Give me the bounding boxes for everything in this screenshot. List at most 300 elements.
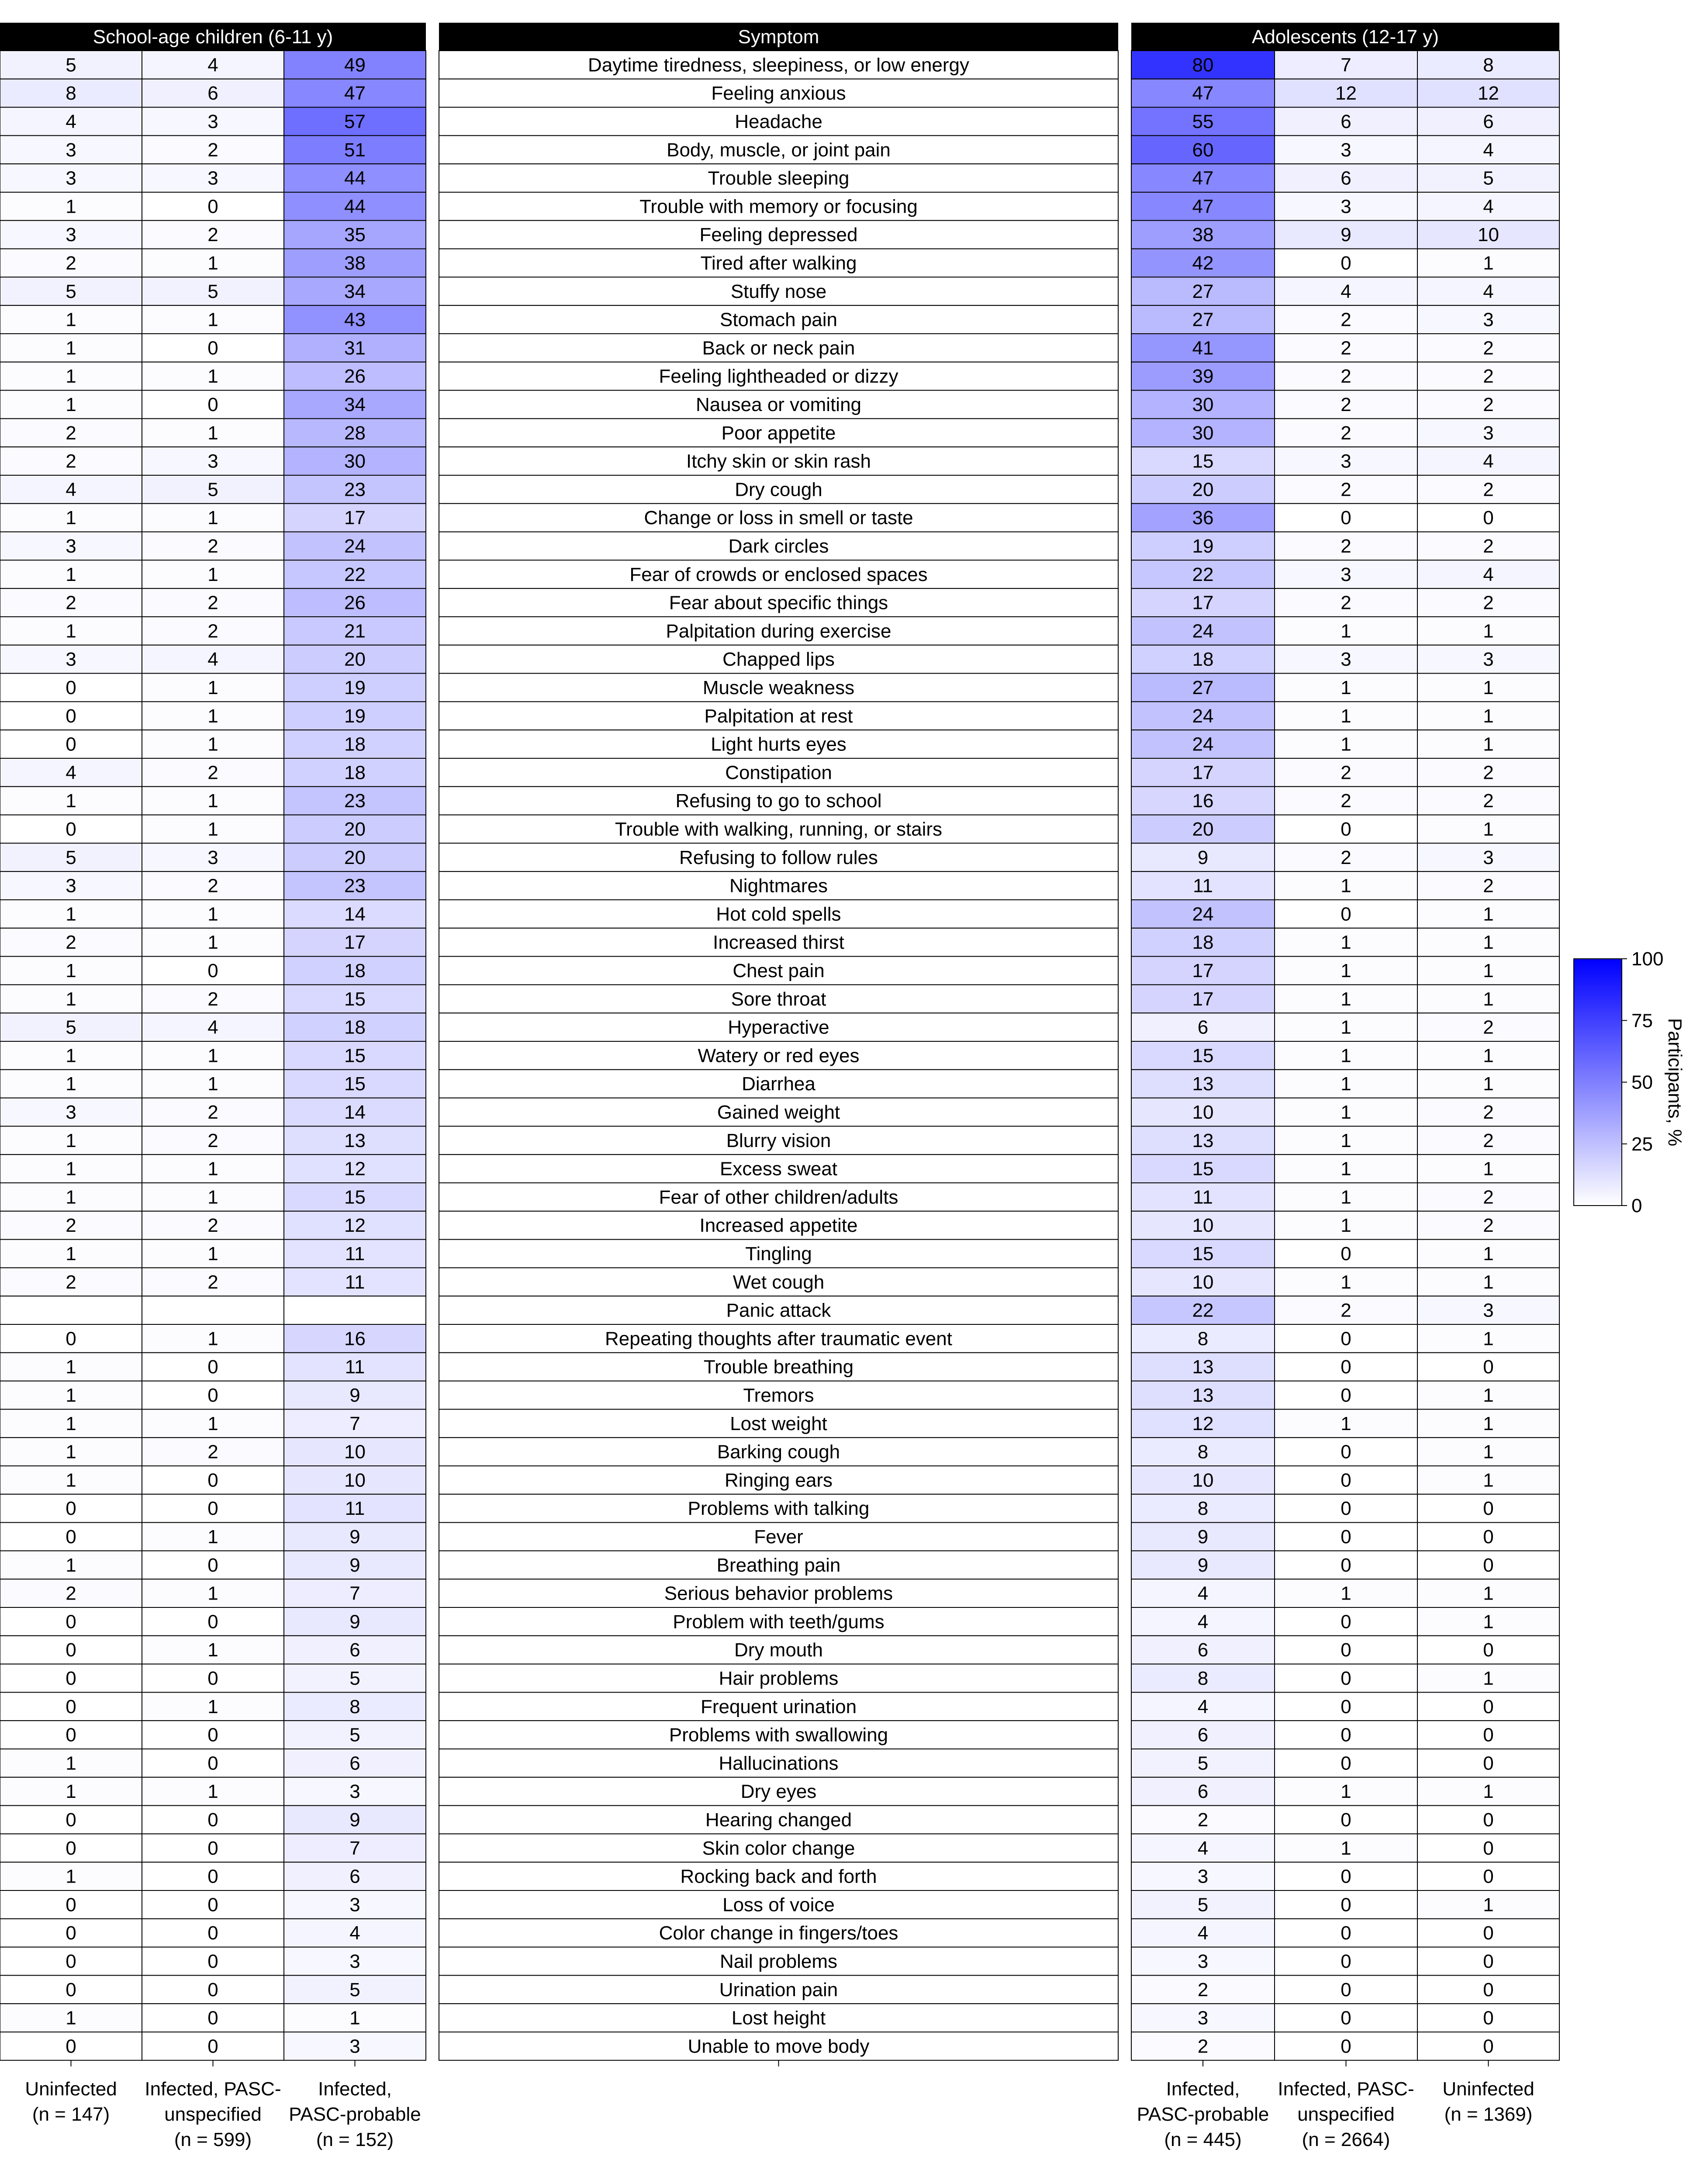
- cell-value-label: 47: [344, 83, 366, 104]
- cell-value-label: 2: [1341, 479, 1351, 501]
- cell-value-label: 1: [207, 507, 218, 529]
- cell-value-label: 0: [1341, 903, 1351, 925]
- cell-value-label: 3: [1341, 450, 1351, 472]
- cell-value-label: 4: [66, 479, 76, 501]
- cell-value-label: 10: [1192, 1215, 1214, 1237]
- symptom-label: Nausea or vomiting: [695, 394, 862, 415]
- cell-value-label: 15: [1192, 450, 1214, 472]
- cell-value-label: 0: [66, 705, 76, 727]
- cell-value-label: 30: [344, 450, 366, 472]
- cell-value-label: 4: [1197, 1583, 1209, 1604]
- cell-value-label: 2: [1483, 366, 1494, 387]
- cell-value-label: 2: [207, 1441, 218, 1463]
- cell-value-label: 18: [1192, 649, 1214, 670]
- cell-value-label: 3: [349, 1781, 360, 1803]
- cell-value-label: 0: [66, 1328, 76, 1350]
- cell-value-label: 15: [344, 1045, 366, 1067]
- cell-value-label: 20: [344, 819, 366, 840]
- cell-value-label: 1: [1341, 988, 1351, 1010]
- cell-value-label: 0: [1341, 1611, 1351, 1633]
- cell-value-label: 4: [1341, 280, 1351, 302]
- cell-value-label: 1: [207, 819, 218, 840]
- cell-value-label: 30: [1192, 394, 1214, 415]
- symptom-label: Trouble with walking, running, or stairs: [615, 819, 943, 840]
- cell-value-label: 2: [66, 422, 76, 444]
- cell-value-label: 4: [1483, 280, 1494, 302]
- cell-value-label: 11: [345, 1243, 365, 1265]
- cell-value-label: 0: [66, 1922, 76, 1944]
- cell-value-label: 31: [344, 337, 366, 359]
- cell-value-label: 8: [1197, 1668, 1209, 1689]
- symptom-label: Sore throat: [731, 988, 826, 1010]
- symptom-label: Chapped lips: [722, 649, 835, 670]
- cell-value-label: 0: [207, 1611, 218, 1633]
- cell-value-label: 0: [1483, 1922, 1494, 1944]
- cell-value-label: 0: [66, 2035, 76, 2057]
- cell-value-label: 1: [207, 1639, 218, 1661]
- cell-value-label: 0: [66, 1639, 76, 1661]
- cell-value-label: 24: [1192, 903, 1214, 925]
- cell-value-label: 0: [207, 1922, 218, 1944]
- cell-value-label: 13: [1192, 1385, 1214, 1406]
- cell-value-label: 1: [1341, 1130, 1351, 1151]
- cell-value-label: 1: [66, 1866, 76, 1887]
- cell-value-label: 2: [207, 224, 218, 246]
- cell-value-label: 26: [344, 592, 366, 614]
- cell-value-label: 1: [1483, 1413, 1494, 1434]
- symptom-label: Nail problems: [720, 1951, 837, 1972]
- cell-value-label: 2: [1483, 790, 1494, 812]
- cell-value-label: 28: [344, 422, 366, 444]
- symptom-label: Chest pain: [733, 960, 825, 981]
- cell-value-label: 6: [349, 1752, 360, 1774]
- cell-value-label: 2: [1483, 479, 1494, 501]
- cell-value-label: 36: [1192, 507, 1214, 529]
- cell-value-label: 1: [1341, 620, 1351, 642]
- panel-header-title: School-age children (6-11 y): [93, 26, 333, 48]
- cell-value-label: 13: [1192, 1356, 1214, 1378]
- cell-value-label: 7: [1341, 54, 1351, 76]
- cell-value-label: 0: [1341, 1951, 1351, 1972]
- cell-value-label: 1: [1341, 1781, 1351, 1803]
- cell-value-label: 19: [344, 705, 366, 727]
- cell-value-label: 4: [66, 111, 76, 132]
- cell-value-label: 0: [66, 1526, 76, 1548]
- cell-value-label: 1: [207, 1526, 218, 1548]
- cell-value-label: 4: [349, 1922, 360, 1944]
- column-label: PASC-probable: [289, 2103, 421, 2125]
- cell-value-label: 1: [1483, 1073, 1494, 1095]
- cell-value-label: 0: [66, 1951, 76, 1972]
- cell-value-label: 23: [344, 875, 366, 897]
- cell-value-label: 23: [344, 790, 366, 812]
- panel-headers: [0, 23, 1559, 51]
- cell-value-label: 2: [207, 988, 218, 1010]
- cell-value-label: 0: [66, 1724, 76, 1746]
- symptom-label: Trouble with memory or focusing: [639, 196, 918, 218]
- symptom-label: Hair problems: [719, 1668, 839, 1689]
- column-label: (n = 1369): [1444, 2103, 1533, 2125]
- cell-value-label: 0: [1483, 1979, 1494, 2001]
- cell-value-label: 5: [1483, 167, 1494, 189]
- panel-header-title: Adolescents (12-17 y): [1252, 26, 1439, 48]
- cell-value-label: 3: [349, 1951, 360, 1972]
- symptom-label: Excess sweat: [720, 1158, 837, 1180]
- cell-value-label: 1: [207, 1073, 218, 1095]
- cell-value-label: 9: [1197, 1526, 1209, 1548]
- symptom-label: Barking cough: [717, 1441, 840, 1463]
- symptom-label: Refusing to follow rules: [679, 847, 878, 868]
- cell-value-label: 0: [1483, 1554, 1494, 1576]
- column-labels: [25, 2060, 1534, 2150]
- cell-value-label: 21: [344, 620, 366, 642]
- cell-value-label: 4: [1483, 563, 1494, 585]
- cell-value-label: 0: [1341, 1866, 1351, 1887]
- cell-value-label: 4: [207, 54, 218, 76]
- cell-value-label: 20: [1192, 819, 1214, 840]
- symptom-label: Trouble breathing: [703, 1356, 854, 1378]
- cell-value-label: 1: [1341, 1158, 1351, 1180]
- cell-value-label: 1: [207, 705, 218, 727]
- symptom-label: Nightmares: [729, 875, 828, 897]
- symptom-label: Ringing ears: [724, 1469, 833, 1491]
- symptom-label: Dry eyes: [740, 1781, 817, 1803]
- cell-value-label: 3: [207, 847, 218, 868]
- symptom-label: Unable to move body: [688, 2035, 870, 2057]
- cell-value-label: 1: [1341, 1186, 1351, 1208]
- cell-value-label: 24: [1192, 705, 1214, 727]
- cell-value-label: 0: [66, 1498, 76, 1520]
- cell-value-label: 6: [1197, 1639, 1209, 1661]
- cell-value-label: 3: [207, 111, 218, 132]
- cell-value-label: 1: [207, 733, 218, 755]
- symptom-label: Feeling anxious: [711, 83, 846, 104]
- symptom-label: Lost weight: [730, 1413, 827, 1434]
- cell-value-label: 12: [1192, 1413, 1214, 1434]
- symptom-label: Trouble sleeping: [708, 167, 850, 189]
- symptom-label: Body, muscle, or joint pain: [667, 139, 891, 161]
- symptom-label: Repeating thoughts after traumatic event: [605, 1328, 952, 1350]
- cell-value-label: 1: [66, 620, 76, 642]
- cell-value-label: 15: [344, 1186, 366, 1208]
- cell-value-label: 0: [66, 1837, 76, 1859]
- panel-header-title: Symptom: [738, 26, 819, 48]
- cell-value-label: 1: [1341, 875, 1351, 897]
- cell-value-label: 10: [344, 1441, 366, 1463]
- cell-value-label: 0: [1341, 1639, 1351, 1661]
- column-label: (n = 445): [1164, 2129, 1242, 2150]
- cell-value-label: 1: [1483, 733, 1494, 755]
- cell-value-label: 4: [207, 1016, 218, 1038]
- cell-value-label: 1: [1483, 1894, 1494, 1916]
- cell-value-label: 9: [349, 1611, 360, 1633]
- cell-value-label: 26: [344, 366, 366, 387]
- cell-value-label: 10: [1478, 224, 1499, 246]
- column-label: Uninfected: [25, 2078, 117, 2100]
- cell-value-label: 9: [349, 1809, 360, 1831]
- cell-value-label: 17: [344, 932, 366, 954]
- cell-value-label: 10: [1192, 1271, 1214, 1293]
- cell-value-label: 4: [1197, 1611, 1209, 1633]
- cell-value-label: 11: [1193, 875, 1213, 897]
- cell-value-label: 3: [66, 167, 76, 189]
- cell-value-label: 1: [1341, 960, 1351, 981]
- cell-value-label: 2: [66, 1583, 76, 1604]
- cell-value-label: 4: [207, 649, 218, 670]
- cell-value-label: 1: [1483, 677, 1494, 698]
- cell-value-label: 6: [1197, 1781, 1209, 1803]
- cell-value-label: 3: [66, 649, 76, 670]
- cell-value-label: 3: [1197, 1951, 1209, 1972]
- cell-value-label: 2: [207, 592, 218, 614]
- heatmap-cell: [0, 1296, 142, 1324]
- cell-value-label: 47: [1192, 167, 1214, 189]
- symptom-label: Problems with talking: [688, 1498, 870, 1520]
- cell-value-label: 2: [1341, 536, 1351, 557]
- cell-value-label: 0: [207, 337, 218, 359]
- cell-value-label: 3: [349, 1894, 360, 1916]
- cell-value-label: 1: [1341, 1215, 1351, 1237]
- cell-value-label: 10: [344, 1469, 366, 1491]
- cell-value-label: 1: [1341, 1073, 1351, 1095]
- cell-value-label: 0: [1483, 1866, 1494, 1887]
- cell-value-label: 0: [1341, 2007, 1351, 2029]
- cell-value-label: 38: [1192, 224, 1214, 246]
- colorbar-tick-label: 75: [1631, 1010, 1653, 1032]
- cell-value-label: 0: [207, 1356, 218, 1378]
- cell-value-label: 1: [1483, 988, 1494, 1010]
- symptom-label: Color change in fingers/toes: [659, 1922, 898, 1944]
- cell-value-label: 0: [207, 1951, 218, 1972]
- cell-value-label: 1: [349, 2007, 360, 2029]
- cell-value-label: 0: [1341, 507, 1351, 529]
- cell-value-label: 6: [1197, 1724, 1209, 1746]
- cell-value-label: 1: [207, 1583, 218, 1604]
- cell-value-label: 49: [344, 54, 366, 76]
- cell-value-label: 2: [1341, 309, 1351, 331]
- symptom-label: Dry cough: [735, 479, 822, 501]
- cell-value-label: 6: [207, 83, 218, 104]
- symptom-label: Daytime tiredness, sleepiness, or low energy: [587, 54, 970, 76]
- cell-value-label: 2: [1341, 762, 1351, 784]
- cell-value-label: 0: [1483, 2035, 1494, 2057]
- column-label: (n = 152): [316, 2129, 394, 2150]
- cell-value-label: 7: [349, 1413, 360, 1434]
- cell-value-label: 0: [1341, 1894, 1351, 1916]
- cell-value-label: 9: [349, 1526, 360, 1548]
- cell-value-label: 2: [1341, 394, 1351, 415]
- cell-value-label: 2: [1483, 592, 1494, 614]
- cell-value-label: 1: [1341, 1583, 1351, 1604]
- symptom-label: Rocking back and forth: [680, 1866, 877, 1887]
- cell-value-label: 1: [207, 1328, 218, 1350]
- cell-value-label: 19: [1192, 536, 1214, 557]
- cell-value-label: 2: [1483, 1186, 1494, 1208]
- cell-value-label: 27: [1192, 309, 1214, 331]
- cell-value-label: 10: [1192, 1469, 1214, 1491]
- cell-value-label: 11: [345, 1356, 365, 1378]
- cell-value-label: 3: [1483, 847, 1494, 868]
- symptom-label: Hyperactive: [728, 1016, 829, 1038]
- cell-value-label: 1: [66, 790, 76, 812]
- cell-value-label: 1: [1483, 1328, 1494, 1350]
- cell-value-label: 6: [1341, 167, 1351, 189]
- cell-value-label: 0: [66, 1894, 76, 1916]
- cell-value-label: 1: [66, 1441, 76, 1463]
- cell-value-label: 0: [1483, 1356, 1494, 1378]
- cell-value-label: 15: [344, 1073, 366, 1095]
- cell-value-label: 2: [1341, 790, 1351, 812]
- cell-value-label: 0: [207, 196, 218, 218]
- cell-value-label: 18: [344, 762, 366, 784]
- cell-value-label: 5: [66, 847, 76, 868]
- symptom-label: Feeling depressed: [699, 224, 858, 246]
- cell-value-label: 2: [207, 620, 218, 642]
- cell-value-label: 0: [66, 1979, 76, 2001]
- heatmap-cells: [0, 51, 1559, 2060]
- cell-value-label: 1: [1341, 1102, 1351, 1123]
- cell-value-label: 2: [66, 1271, 76, 1293]
- cell-value-label: 9: [349, 1385, 360, 1406]
- cell-value-label: 0: [1341, 1979, 1351, 2001]
- cell-value-label: 44: [344, 196, 366, 218]
- symptom-label: Headache: [735, 111, 822, 132]
- cell-value-label: 2: [66, 932, 76, 954]
- cell-value-label: 0: [1341, 1526, 1351, 1548]
- cell-value-label: 41: [1192, 337, 1214, 359]
- cell-value-label: 1: [207, 366, 218, 387]
- cell-value-label: 8: [1197, 1328, 1209, 1350]
- colorbar: [1574, 948, 1686, 1216]
- cell-value-label: 2: [1483, 337, 1494, 359]
- cell-value-label: 1: [207, 903, 218, 925]
- cell-value-label: 60: [1192, 139, 1214, 161]
- cell-value-label: 6: [349, 1866, 360, 1887]
- cell-value-label: 5: [207, 280, 218, 302]
- symptom-label: Problem with teeth/gums: [673, 1611, 885, 1633]
- cell-value-label: 2: [207, 536, 218, 557]
- cell-value-label: 1: [207, 1045, 218, 1067]
- cell-value-label: 2: [1483, 394, 1494, 415]
- symptom-label: Frequent urination: [700, 1696, 857, 1717]
- cell-value-label: 0: [1341, 1724, 1351, 1746]
- cell-value-label: 1: [66, 960, 76, 981]
- cell-value-label: 2: [66, 1215, 76, 1237]
- cell-value-label: 2: [207, 1271, 218, 1293]
- cell-value-label: 1: [1341, 1016, 1351, 1038]
- cell-value-label: 1: [207, 309, 218, 331]
- cell-value-label: 23: [344, 479, 366, 501]
- cell-value-label: 1: [207, 252, 218, 274]
- column-label: Infected, PASC-: [1278, 2078, 1414, 2100]
- cell-value-label: 15: [1192, 1045, 1214, 1067]
- cell-value-label: 0: [1483, 1837, 1494, 1859]
- cell-value-label: 0: [1483, 2007, 1494, 2029]
- cell-value-label: 1: [1483, 960, 1494, 981]
- cell-value-label: 6: [349, 1639, 360, 1661]
- cell-value-label: 1: [66, 1243, 76, 1265]
- cell-value-label: 51: [344, 139, 366, 161]
- cell-value-label: 1: [1483, 1243, 1494, 1265]
- cell-value-label: 1: [1483, 1271, 1494, 1293]
- cell-value-label: 14: [344, 903, 366, 925]
- cell-value-label: 2: [1483, 762, 1494, 784]
- symptom-label: Fever: [754, 1526, 803, 1548]
- cell-value-label: 3: [66, 224, 76, 246]
- cell-value-label: 12: [344, 1215, 366, 1237]
- cell-value-label: 34: [344, 394, 366, 415]
- cell-value-label: 0: [1483, 1526, 1494, 1548]
- cell-value-label: 0: [207, 394, 218, 415]
- cell-value-label: 1: [1341, 733, 1351, 755]
- symptom-label: Breathing pain: [716, 1554, 841, 1576]
- cell-value-label: 5: [1197, 1894, 1209, 1916]
- cell-value-label: 1: [207, 563, 218, 585]
- symptom-label: Palpitation at rest: [704, 705, 853, 727]
- cell-value-label: 1: [1483, 1583, 1494, 1604]
- cell-value-label: 4: [66, 762, 76, 784]
- cell-value-label: 1: [66, 988, 76, 1010]
- cell-value-label: 11: [345, 1498, 365, 1520]
- cell-value-label: 0: [207, 2035, 218, 2057]
- cell-value-label: 0: [66, 733, 76, 755]
- cell-value-label: 1: [1483, 932, 1494, 954]
- cell-value-label: 13: [1192, 1073, 1214, 1095]
- cell-value-label: 24: [1192, 620, 1214, 642]
- cell-value-label: 15: [1192, 1158, 1214, 1180]
- cell-value-label: 1: [207, 1186, 218, 1208]
- symptom-label: Urination pain: [719, 1979, 838, 2001]
- cell-value-label: 1: [1483, 1469, 1494, 1491]
- cell-value-label: 1: [207, 677, 218, 698]
- cell-value-label: 34: [344, 280, 366, 302]
- cell-value-label: 0: [1341, 1441, 1351, 1463]
- cell-value-label: 0: [1483, 1809, 1494, 1831]
- column-label: Infected,: [318, 2078, 392, 2100]
- cell-value-label: 15: [1192, 1243, 1214, 1265]
- cell-value-label: 0: [1483, 1498, 1494, 1520]
- cell-value-label: 3: [1341, 563, 1351, 585]
- cell-value-label: 3: [1483, 422, 1494, 444]
- cell-value-label: 2: [1341, 337, 1351, 359]
- cell-value-label: 22: [1192, 563, 1214, 585]
- cell-value-label: 1: [1341, 705, 1351, 727]
- cell-value-label: 1: [207, 1781, 218, 1803]
- cell-value-label: 0: [207, 1724, 218, 1746]
- symptom-label: Stomach pain: [719, 309, 838, 331]
- column-label: Infected,: [1166, 2078, 1240, 2100]
- cell-value-label: 0: [1341, 819, 1351, 840]
- cell-value-label: 0: [207, 2007, 218, 2029]
- cell-value-label: 1: [66, 1130, 76, 1151]
- column-label: Uninfected: [1442, 2078, 1534, 2100]
- cell-value-label: 0: [1483, 1696, 1494, 1717]
- cell-value-label: 0: [66, 1809, 76, 1831]
- cell-value-label: 1: [207, 422, 218, 444]
- cell-value-label: 3: [1341, 196, 1351, 218]
- colorbar-tick-label: 25: [1631, 1133, 1653, 1155]
- cell-value-label: 1: [66, 507, 76, 529]
- column-label: (n = 599): [174, 2129, 252, 2150]
- cell-value-label: 8: [1197, 1498, 1209, 1520]
- cell-value-label: 0: [207, 1498, 218, 1520]
- cell-value-label: 0: [1341, 2035, 1351, 2057]
- cell-value-label: 14: [344, 1102, 366, 1123]
- cell-value-label: 1: [1483, 1045, 1494, 1067]
- cell-value-label: 1: [66, 1554, 76, 1576]
- cell-value-label: 2: [1483, 1215, 1494, 1237]
- symptom-label: Itchy skin or skin rash: [686, 450, 871, 472]
